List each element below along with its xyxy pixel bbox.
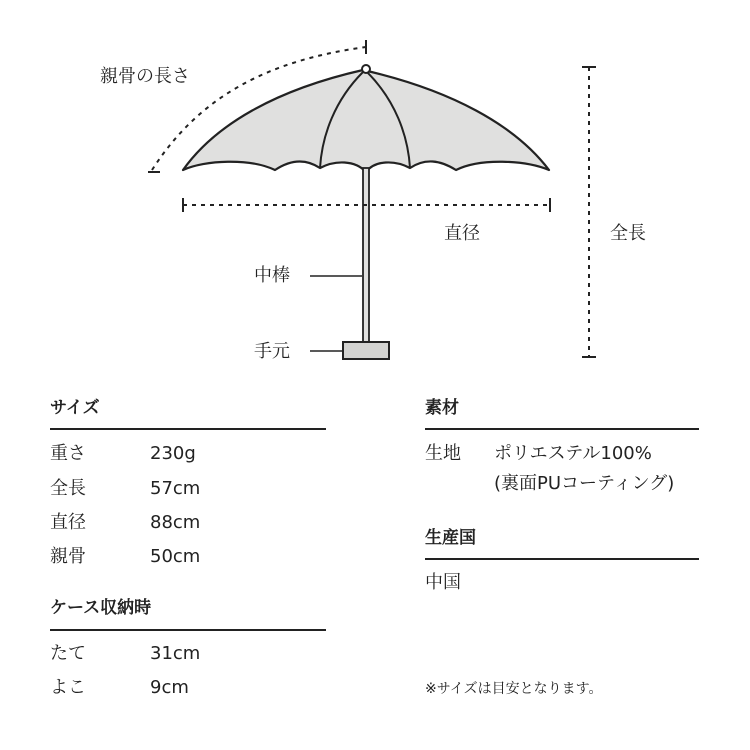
size-value: 88cm <box>150 512 201 533</box>
umbrella-handle <box>343 342 389 359</box>
origin-section-title: 生産国 <box>425 528 476 548</box>
diameter-label: 直径 <box>444 223 480 244</box>
material-section-divider <box>425 428 699 430</box>
size-value: 230g <box>150 443 196 464</box>
umbrella-canopy <box>183 70 549 172</box>
size-key: 親骨 <box>50 546 86 567</box>
size-note: ※サイズは目安となります。 <box>425 681 603 697</box>
handle-label: 手元 <box>254 341 290 362</box>
case-value: 31cm <box>150 643 201 664</box>
case-section-divider <box>50 629 326 631</box>
umbrella-tip <box>362 65 370 73</box>
total-length-label: 全長 <box>610 223 646 244</box>
size-section-title: サイズ <box>50 398 100 418</box>
size-section-divider <box>50 428 326 430</box>
shaft-label: 中棒 <box>254 265 290 286</box>
origin-value: 中国 <box>425 572 461 593</box>
material-value-line2: (裏面PUコーティング) <box>494 473 675 494</box>
case-key: たて <box>50 643 86 664</box>
size-key: 全長 <box>50 478 86 499</box>
case-key: よこ <box>50 677 86 698</box>
case-section-title: ケース収納時 <box>50 598 152 618</box>
umbrella-shaft <box>363 168 369 342</box>
material-key: 生地 <box>425 443 461 464</box>
size-value: 50cm <box>150 546 201 567</box>
size-key: 重さ <box>50 443 86 464</box>
size-key: 直径 <box>50 512 86 533</box>
material-value-line1: ポリエステル100% <box>494 443 652 464</box>
case-value: 9cm <box>150 677 189 698</box>
size-value: 57cm <box>150 478 201 499</box>
origin-section-divider <box>425 558 699 560</box>
rib-length-label: 親骨の長さ <box>100 66 190 87</box>
material-section-title: 素材 <box>425 398 459 418</box>
